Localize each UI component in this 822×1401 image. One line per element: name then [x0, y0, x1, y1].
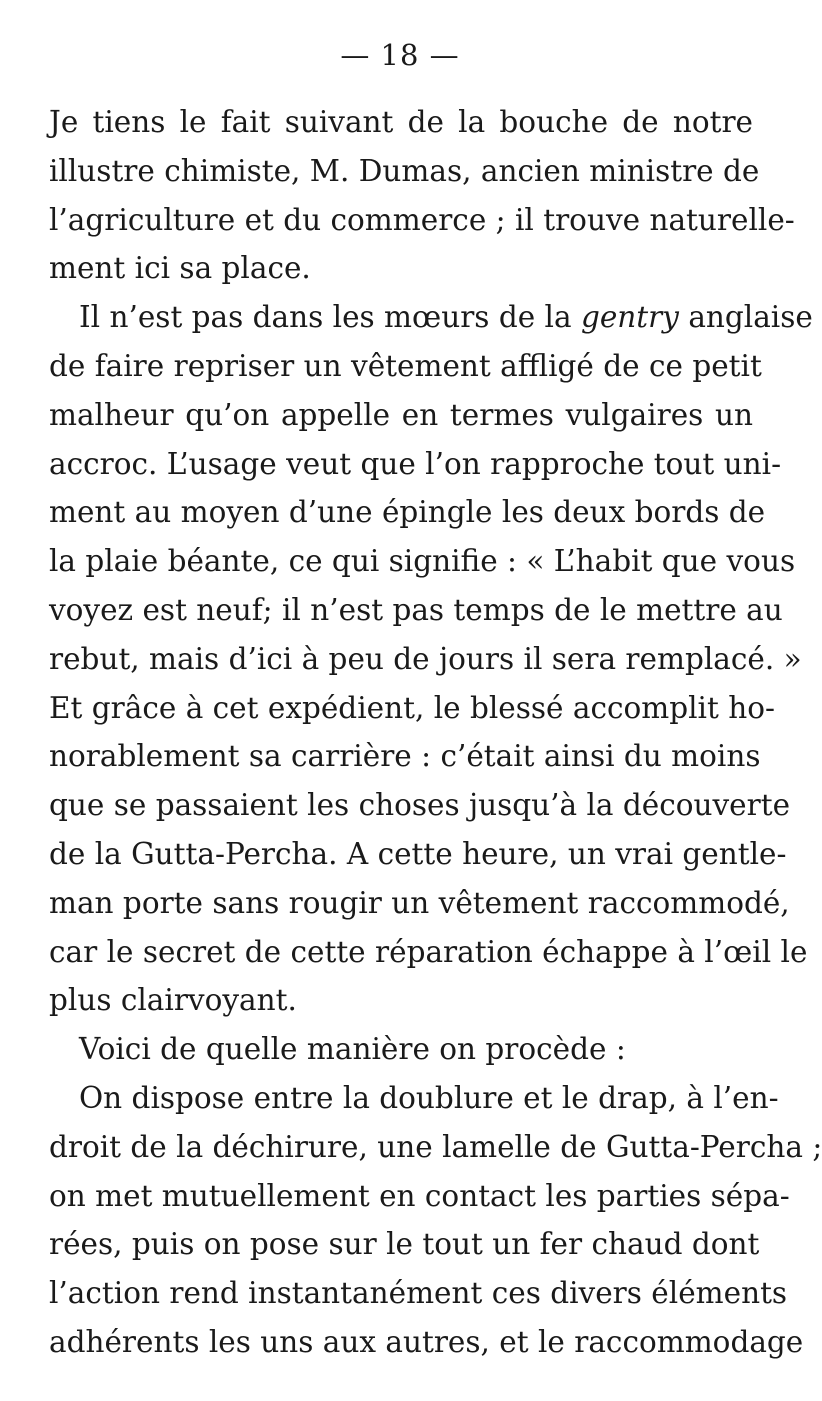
text-line: malheur qu’on appelle en termes vulgaires un	[49, 397, 753, 432]
text-line: car le secret de cette réparation échappe à l’œil le	[49, 934, 808, 969]
text-line: ment au moyen d’une épingle les deux bords de	[49, 495, 766, 530]
text-line: l’agriculture et du commerce ; il trouve naturelle-	[49, 202, 795, 237]
page-number: — 18 —	[340, 38, 460, 72]
text-line: norablement sa carrière : c’était ainsi du moins	[49, 739, 761, 774]
italic-word: gentry	[580, 300, 679, 335]
text-line: plus clairvoyant.	[49, 983, 297, 1018]
text-line: On dispose entre la doublure et le drap, à l’en-	[79, 1080, 779, 1115]
text-line: rebut, mais d’ici à peu de jours il sera remplacé. »	[49, 641, 802, 676]
text-line: Je tiens le fait suivant de la bouche de notre	[49, 105, 753, 139]
text-line: man porte sans rougir un vêtement raccommodé,	[49, 885, 790, 920]
text-fragment: Il n’est pas dans les mœurs de la	[79, 300, 572, 335]
text-line: on met mutuellement en contact les parties sépa-	[49, 1178, 790, 1213]
text-line: de la Gutta-Percha. A cette heure, un vrai gentle-	[49, 836, 787, 871]
text-line: rées, puis on pose sur le tout un fer chaud dont	[49, 1227, 760, 1262]
body-text	[49, 98, 822, 1367]
text-fragment: anglaise	[688, 300, 813, 335]
text-line: Voici de quelle manière on procède :	[79, 1032, 626, 1067]
text-line: de faire repriser un vêtement affligé de ce petit	[49, 348, 762, 383]
text-line: illustre chimiste, M. Dumas, ancien ministre de	[49, 153, 760, 188]
text-line: que se passaient les choses jusqu’à la découverte	[49, 788, 791, 823]
text-line: accroc. L’usage veut que l’on rapproche tout uni-	[49, 446, 782, 481]
text-line: Et grâce à cet expédient, le blessé accomplit ho-	[49, 690, 775, 725]
text-line: l’action rend instantanément ces divers éléments	[49, 1276, 788, 1311]
text-line: voyez est neuf; il n’est pas temps de le mettre au	[49, 592, 783, 627]
text-line-with-italic	[49, 293, 813, 342]
text-line: ment ici sa place.	[49, 251, 311, 286]
text-line: droit de la déchirure, une lamelle de Gutta-Percha ;	[49, 1129, 822, 1164]
text-line: adhérents les uns aux autres, et le raccommodage	[49, 1324, 804, 1359]
text-line: la plaie béante, ce qui signifie : « L’habit que vous	[49, 544, 796, 579]
